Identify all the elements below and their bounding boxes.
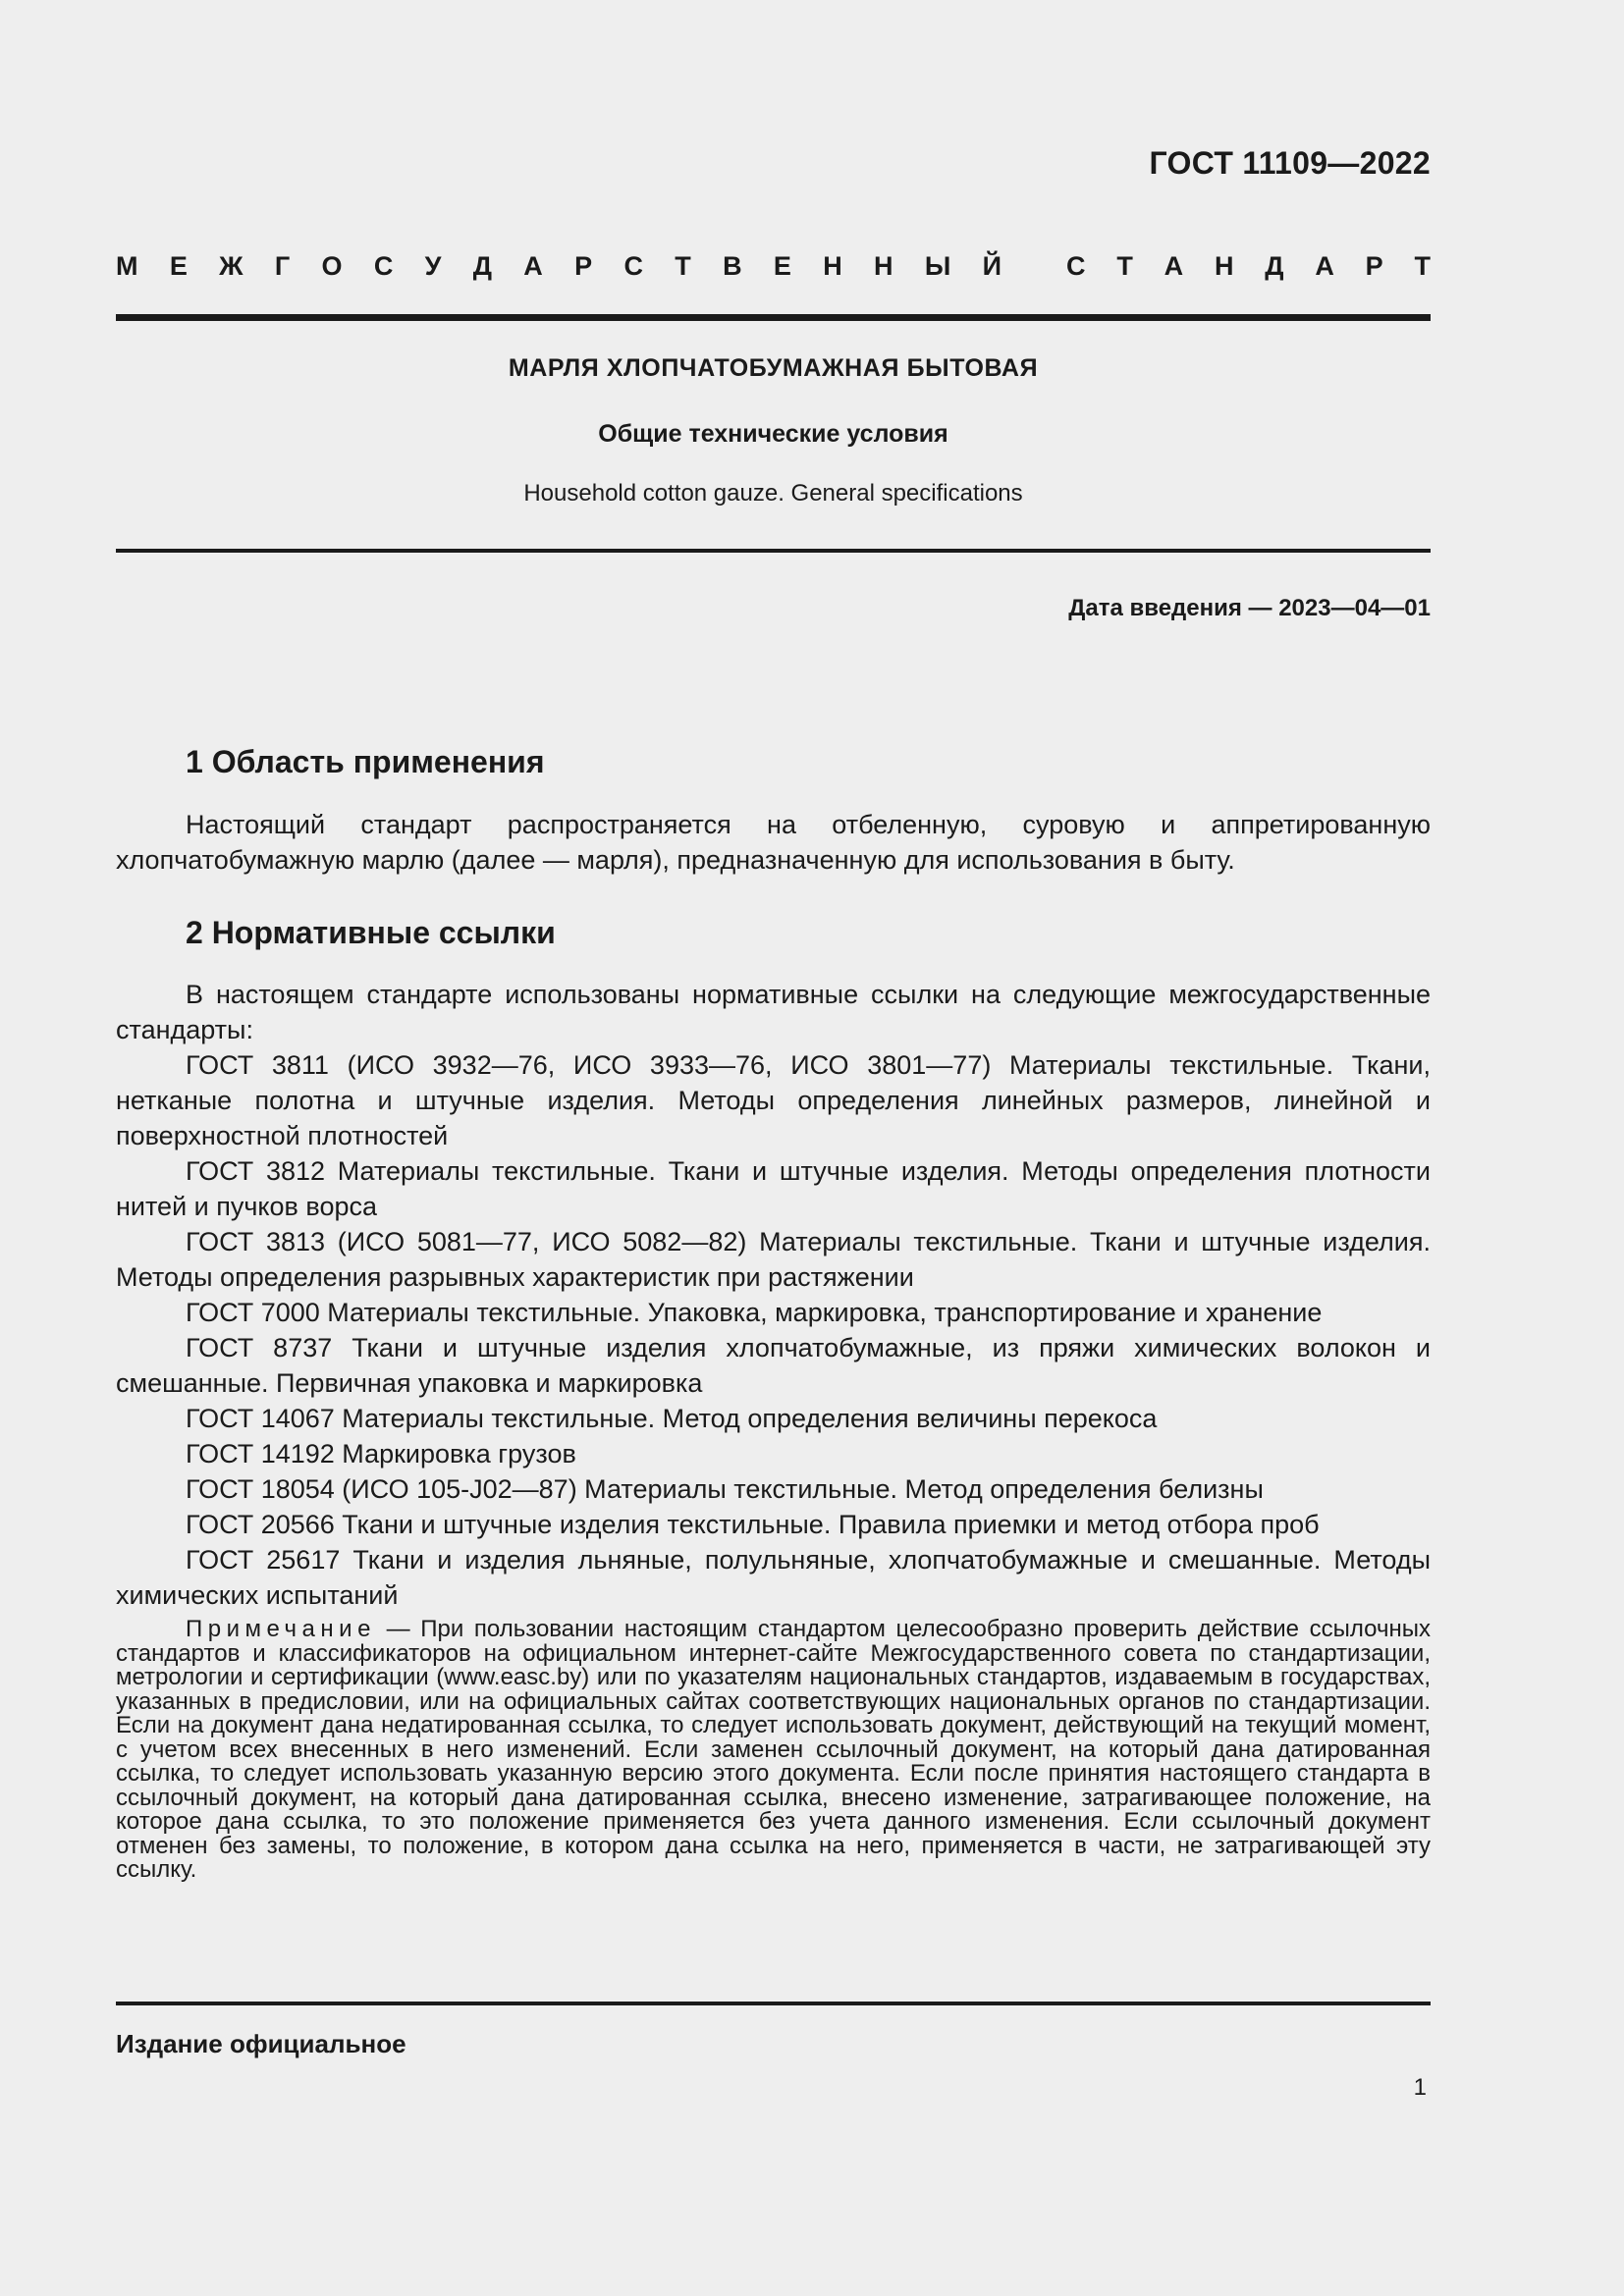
standard-word <box>1066 251 1431 282</box>
reference-paragraph: ГОСТ 14067 Материалы текстильные. Метод определения величины перекоса <box>186 1404 1158 1433</box>
banner-letter: Н <box>1214 251 1234 281</box>
section-2-heading: 2 Нормативные ссылки <box>186 915 556 950</box>
note <box>116 1618 1431 1883</box>
interstate-word <box>116 251 1001 282</box>
banner-letter: Д <box>1265 251 1284 281</box>
document-page <box>116 0 1431 2296</box>
banner-letter: Р <box>1365 251 1383 281</box>
banner-letter: А <box>1315 251 1334 281</box>
note-text: — При пользовании настоящим стандартом целесообразно проверить действие ссылочных стандартов и классификаторов на официальном интернет-сайте Межгосударственного совета по стандартизации, метрологии и сертификации (www.easc.by) или по указателям национальных стандартов, издаваемым в государствах, указанных в предисловии, или на официальных сайтах соответствующих национальных органов по стандартизации. Если на документ дана недатированная ссылка, то следует использовать документ, действующий на текущий момент, с учетом всех внесенных в него изменений. Если заменен ссылочный документ, на который дана датированная ссылка, то следует использовать указанную версию этого документа. Если после принятия настоящего стандарта в ссылочный документ, на который дана датированная ссылка, внесено изменение, затрагивающее положение, на которое дана ссылка, то это положение применяется без учета данного изменения. Если ссылочный документ отменен без замены, то положение, в котором дана ссылка на него, применяется в части, не затрагивающей эту ссылку. <box>116 1616 1431 1883</box>
document-subtitle: Общие технические условия <box>598 420 948 448</box>
banner-letter: А <box>1164 251 1184 281</box>
reference-paragraph: ГОСТ 20566 Ткани и штучные изделия текстильные. Правила приемки и метод отбора проб <box>186 1510 1320 1539</box>
banner-letter: Т <box>1116 251 1133 281</box>
reference-paragraph: ГОСТ 3812 Материалы текстильные. Ткани и штучные изделия. Методы определения плотности нитей и пучков ворса <box>116 1156 1431 1221</box>
document-title: МАРЛЯ ХЛОПЧАТОБУМАЖНАЯ БЫТОВАЯ <box>508 354 1039 382</box>
reference-paragraph: ГОСТ 25617 Ткани и изделия льняные, полульняные, хлопчатобумажные и смешанные. Методы химических испытаний <box>116 1545 1431 1610</box>
section-1-heading: 1 Область применения <box>186 744 545 779</box>
header-rule <box>116 314 1431 321</box>
banner-letter: А <box>523 251 543 281</box>
note-label: Примечание <box>186 1616 376 1642</box>
section-1-body <box>116 807 1431 878</box>
banner-letter: Т <box>1414 251 1431 281</box>
section-1-paragraph: Настоящий стандарт распространяется на отбеленную, суровую и аппретированную хлопчатобумажную марлю (далее — марля), предназначенную для использования в быту. <box>116 810 1431 875</box>
page-number: 1 <box>1413 2074 1427 2101</box>
banner-letter: М <box>116 251 138 281</box>
gost-number: ГОСТ 11109—2022 <box>1149 145 1431 181</box>
banner-letter: Й <box>982 251 1001 281</box>
banner-letter: Н <box>874 251 893 281</box>
reference-paragraph: В настоящем стандарте использованы нормативные ссылки на следующие межгосударственные стандарты: <box>116 980 1431 1044</box>
banner-letter: О <box>321 251 343 281</box>
introduction-date: Дата введения — 2023—04—01 <box>1068 595 1431 621</box>
section-2-body <box>116 977 1431 1613</box>
banner-letter: С <box>623 251 643 281</box>
official-edition-label: Издание официальное <box>116 2029 406 2058</box>
banner-letter: Н <box>823 251 842 281</box>
reference-paragraph: ГОСТ 7000 Материалы текстильные. Упаковка, маркировка, транспортирование и хранение <box>186 1298 1323 1327</box>
banner-letter: Г <box>274 251 291 281</box>
reference-paragraph: ГОСТ 14192 Маркировка грузов <box>186 1439 576 1468</box>
banner-letter: Е <box>169 251 188 281</box>
interstate-standard-banner <box>116 251 1431 282</box>
banner-letter: С <box>1066 251 1086 281</box>
reference-paragraph: ГОСТ 3811 (ИСО 3932—76, ИСО 3933—76, ИСО 3801—77) Материалы текстильные. Ткани, нетканые полотна и штучные изделия. Методы определения линейных размеров, линейной и поверхностной плотностей <box>116 1050 1431 1150</box>
banner-letter: У <box>424 251 442 281</box>
footer-rule <box>116 2002 1431 2005</box>
title-rule <box>116 549 1431 553</box>
reference-paragraph: ГОСТ 18054 (ИСО 105-J02—87) Материалы текстильные. Метод определения белизны <box>186 1474 1264 1504</box>
banner-letter: Р <box>574 251 593 281</box>
banner-letter: Д <box>472 251 492 281</box>
banner-letter: Е <box>773 251 791 281</box>
english-title: Household cotton gauze. General specifications <box>523 480 1023 507</box>
banner-letter: Ы <box>924 251 951 281</box>
banner-letter: В <box>723 251 742 281</box>
banner-letter: Ж <box>219 251 244 281</box>
reference-paragraph: ГОСТ 8737 Ткани и штучные изделия хлопчатобумажные, из пряжи химических волокон и смешанные. Первичная упаковка и маркировка <box>116 1333 1431 1398</box>
banner-letter: Т <box>675 251 691 281</box>
banner-letter: С <box>373 251 394 281</box>
reference-paragraph: ГОСТ 3813 (ИСО 5081—77, ИСО 5082—82) Материалы текстильные. Ткани и штучные изделия. Методы определения разрывных характеристик при растяжении <box>116 1227 1431 1292</box>
